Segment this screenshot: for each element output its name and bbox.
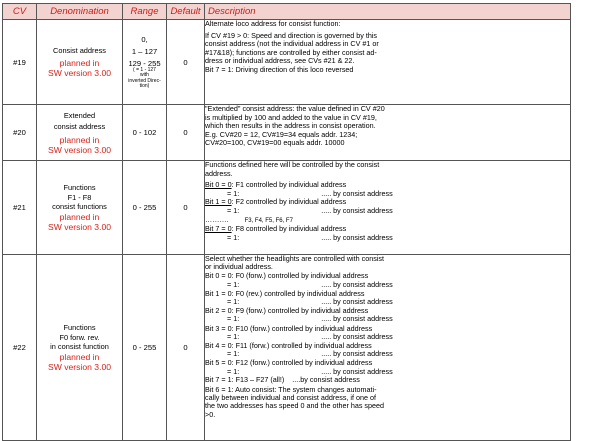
denomination-text: F0 forw. rev. xyxy=(59,332,100,342)
header-denomination: Denomination xyxy=(37,4,123,20)
planned-note: planned in xyxy=(59,58,100,69)
bit-text: F9 (forw.) controlled by individual address xyxy=(233,306,369,316)
denomination-text: in consist function xyxy=(50,342,109,352)
header-cv: CV xyxy=(3,4,37,20)
description-line: CV#20=100, CV#19=00 equals addr. 10000 xyxy=(205,138,345,148)
bit-label: Bit 5 = 0: xyxy=(205,358,234,368)
header-default: Default xyxy=(167,4,205,20)
bit-label: = 1: xyxy=(227,279,240,289)
description-line: "Extended" consist address: the value defined in CV #20 xyxy=(205,104,385,113)
table-row xyxy=(3,105,571,161)
description-cell xyxy=(205,20,571,105)
planned-note: SW version 3.00 xyxy=(47,361,112,372)
bit-label: = 1: xyxy=(227,314,240,324)
description-cell xyxy=(205,161,571,255)
description-line: Alternate loco address for consist function: xyxy=(205,19,341,28)
bit-text: F12 (forw.) controlled by individual address xyxy=(233,358,373,368)
table-row xyxy=(3,255,571,441)
planned-note: planned in xyxy=(59,351,100,362)
bit-label: Bit 0 = 0: xyxy=(205,271,234,281)
bit-label: = 1: xyxy=(227,349,240,359)
bit-text: : F2 controlled by individual address xyxy=(231,197,347,207)
table-row xyxy=(3,161,571,255)
bit-label: = 1: xyxy=(227,188,240,198)
bit-label: = 1: xyxy=(227,205,240,215)
cv-number: #21 xyxy=(3,161,37,255)
description-line: Bit 6 = 1: Auto consist: The system changes automati- xyxy=(205,385,377,395)
default-value: 0 xyxy=(167,105,205,161)
range-value: 0 - 255 xyxy=(123,255,167,441)
bit-label: = 1: xyxy=(227,331,240,341)
header-range: Range xyxy=(123,4,167,20)
bit-label: Bit 1 = 0: xyxy=(205,288,234,298)
description-line: consist address (not the individual address in CV #1 or xyxy=(205,39,379,49)
bit-line xyxy=(205,333,570,341)
planned-note: planned in xyxy=(59,211,100,222)
bit-text: ..... by consist address xyxy=(321,205,393,215)
bit-text: ..... by consist address xyxy=(321,232,393,242)
bit-label: Bit 1 = 0 xyxy=(205,197,232,207)
range-value: 129 - 255 xyxy=(128,58,161,68)
bit-text: ..... by consist address xyxy=(321,279,393,289)
description-line: Functions defined here will be controlled by the consist xyxy=(205,160,380,169)
range-note: with xyxy=(140,72,149,78)
description-line: #17&18); functions are controlled by either consist ad- xyxy=(205,47,377,57)
description-line: E.g. CV#20 = 12, CV#19=34 equals addr. 1234; xyxy=(205,129,358,139)
description-line: Bit 7 = 1: Driving direction of this loco reversed xyxy=(205,64,354,74)
cv-number: #22 xyxy=(3,255,37,441)
bit-text: F0 (rev.) controlled by individual address xyxy=(233,288,365,298)
description-line: >0. xyxy=(205,409,216,419)
denomination-text: consist functions xyxy=(52,202,107,212)
range-value: 1 – 127 xyxy=(131,46,158,56)
bit-text: ..... by consist address xyxy=(321,297,393,307)
denomination-cell xyxy=(37,255,123,441)
denomination-cell xyxy=(37,105,123,161)
bit-text: F11 (forw.) controlled by individual address xyxy=(233,341,372,351)
bit-line xyxy=(205,234,570,243)
denomination-text: Functions xyxy=(63,183,96,193)
ellipsis: ………. xyxy=(205,214,229,224)
bit-text: ..... by consist address xyxy=(321,366,393,376)
range-note: inverted Direc- xyxy=(128,77,161,84)
denomination-text: F1 - F8 xyxy=(67,192,92,202)
bit-label: = 1: xyxy=(227,366,240,376)
range-note: tion) xyxy=(139,83,150,89)
description-line: cally between individual and consist address, if one of xyxy=(205,393,377,403)
planned-note: SW version 3.00 xyxy=(47,68,112,79)
denomination-text: Functions xyxy=(63,323,96,333)
bit-text: : F1 controlled by individual address xyxy=(231,180,347,190)
bit-line xyxy=(205,298,570,306)
bit-line xyxy=(205,315,570,323)
bit-text: ..... by consist address xyxy=(321,331,393,341)
bit-label: Bit 7 = 0 xyxy=(205,224,232,234)
description-line: which then results in the address in consist operation. xyxy=(205,121,376,131)
bit-text: F0 (forw.) controlled by individual address xyxy=(233,271,369,281)
bit-label: = 1: xyxy=(227,297,240,307)
denomination-cell xyxy=(37,161,123,255)
range-cell xyxy=(123,20,167,105)
header-row xyxy=(3,4,571,20)
bit-label: Bit 0 = 0 xyxy=(205,180,232,190)
bit-text: F10 (forw.) controlled by individual address xyxy=(233,323,373,333)
description-line: dress or individual address, see CVs #21 & 22. xyxy=(205,56,355,66)
bit-text: : F8 controlled by individual address xyxy=(231,224,347,234)
description-line: Select whether the headlights are controlled with consist xyxy=(205,254,384,263)
bit-text: ..... by consist address xyxy=(321,349,393,359)
description-cell xyxy=(205,255,571,441)
bit-line xyxy=(205,281,570,289)
default-value: 0 xyxy=(167,20,205,105)
denomination-text: Consist address xyxy=(53,45,106,55)
bit-text: ..... by consist address xyxy=(321,314,393,324)
bit-label: Bit 4 = 0: xyxy=(205,341,234,351)
cv-number: #20 xyxy=(3,105,37,161)
description-line: or individual address. xyxy=(205,262,273,272)
bit-label: Bit 3 = 0: xyxy=(205,323,234,333)
bit-line: Bit 7 = 1: F13 – F27 (all!) ....by consist address xyxy=(205,374,360,384)
bit-line xyxy=(205,207,570,216)
denomination-text: consist address xyxy=(53,122,106,131)
range-value: 0 - 102 xyxy=(123,105,167,161)
table-row xyxy=(3,20,571,105)
planned-note: SW version 3.00 xyxy=(47,144,112,155)
bit-line xyxy=(205,350,570,358)
header-description: Description xyxy=(205,4,571,20)
bit-label: Bit 2 = 0: xyxy=(205,306,234,316)
description-cell xyxy=(205,105,571,161)
description-line: the two addresses has speed 0 and the other has speed xyxy=(205,401,385,411)
default-value: 0 xyxy=(167,255,205,441)
description-line: If CV #19 > 0: Speed and direction is governed by this xyxy=(205,30,378,40)
bit-label: = 1: xyxy=(227,232,240,242)
denomination-cell xyxy=(37,20,123,105)
cv-number: #19 xyxy=(3,20,37,105)
range-value: 0, xyxy=(141,34,148,44)
planned-note: SW version 3.00 xyxy=(47,221,112,232)
denomination-text: Extended xyxy=(63,110,96,120)
description-line: is multiplied by 100 and added to the value in CV #19, xyxy=(205,112,377,122)
cv-table xyxy=(2,3,571,441)
bit-text: F3, F4, F5, F6, F7 xyxy=(244,217,293,224)
planned-note: planned in xyxy=(59,134,100,145)
bit-text: ..... by consist address xyxy=(321,188,393,198)
range-value: 0 - 255 xyxy=(123,161,167,255)
description-line: address. xyxy=(205,168,233,178)
default-value: 0 xyxy=(167,161,205,255)
range-note: ( = 1 - 127 xyxy=(133,66,156,73)
